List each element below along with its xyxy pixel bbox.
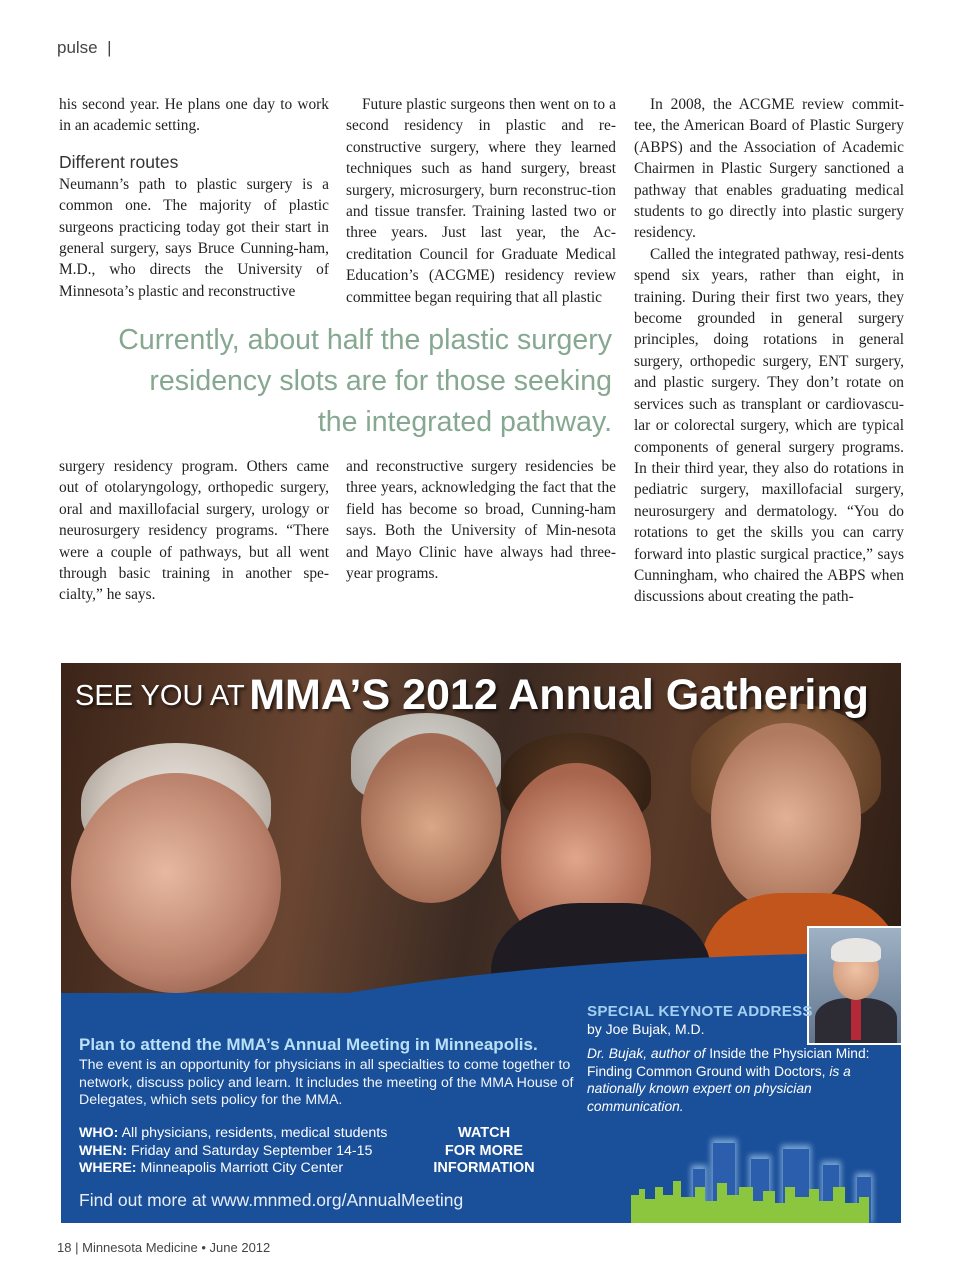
find-out-more-link[interactable]: Find out more at www.mnmed.org/AnnualMeeting <box>79 1190 464 1210</box>
speaker-hair <box>831 938 881 962</box>
plan-heading: Plan to attend the MMA’s Annual Meeting in Minneapolis. <box>79 1035 538 1054</box>
publication-name: Minnesota Medicine <box>82 1240 198 1255</box>
keynote-desc-a: Dr. Bujak, author of <box>587 1046 706 1061</box>
watch-line-1: WATCH <box>457 1125 511 1141</box>
column-2-lower <box>346 456 616 584</box>
keynote-block <box>587 1003 887 1115</box>
attendee-1-face <box>71 773 281 993</box>
watch-line-3: INFORMATION <box>433 1160 535 1176</box>
page-number: 18 <box>57 1240 72 1255</box>
pull-quote-line-2: residency slots are for those seeking <box>149 365 612 397</box>
plan-to-attend-block <box>79 1035 579 1110</box>
column-1-upper <box>59 94 329 302</box>
col1-top-paragraph: his second year. He plans one day to work in an academic setting. <box>59 96 329 135</box>
event-where <box>79 1160 387 1178</box>
ad-title <box>75 671 895 720</box>
when-label: WHEN: <box>79 1142 128 1159</box>
footer-divider: | <box>75 1240 79 1255</box>
keynote-book-title: Inside the Physician Mind: Finding Common Ground with Doctors, <box>587 1046 870 1079</box>
pull-quote-line-1: Currently, about half the plastic surgery <box>118 324 612 356</box>
page-footer <box>57 1240 270 1255</box>
watch-line-2: FOR MORE <box>444 1142 524 1159</box>
attendee-2-face <box>361 733 501 903</box>
when-value: Friday and Saturday September 14-15 <box>131 1142 373 1159</box>
column-2-upper <box>346 94 616 308</box>
watch-for-more-information <box>425 1125 543 1178</box>
section-divider: | <box>107 38 112 57</box>
col2-top-paragraph: Future plastic surgeons then went on to a second residency in plastic and re-constructive surgery, where they learned techniques such as hand surgery, breast surgery, microsurgery, burn reconstruc-tion and tissue transfer. Training lasted two or three years. Just last year, the Ac-creditation Council for Graduate Medical Education’s (ACGME) residency review committee began requiring that all plastic <box>346 96 616 306</box>
where-value: Minneapolis Marriott City Center <box>140 1160 344 1176</box>
section-name: pulse <box>57 38 98 57</box>
section-header <box>57 38 112 58</box>
pull-quote <box>96 320 612 443</box>
attendee-4-face <box>711 723 861 913</box>
col3-paragraph-2: Called the integrated pathway, resi-dents spend six years, rather than eight, in training. During their first two years, they become grounded in general surgery principles, doing rotations in general surgery, orthopedic surgery, ENT surgery, and plastic surgery. They don’t rotate on services such as transplant or cardiovascu-lar or colorectal surgery, which are typical components of general surgery programs. In their third year, they also do rotations in pediatric surgery, maxillofacial surgery, neurosurgery and dermatology. “You do rotations to get the skills you can carry forward into plastic surgical practice,” says Cunningham, who chaired the ABPS when discussions about creating the path- <box>634 245 904 606</box>
plan-body: The event is an opportunity for physicians in all specialties to come together to network, discuss policy and learn. It includes the meeting of the MMA House of Delegates, which sets policy for the MMA. <box>79 1057 574 1108</box>
keynote-by: by Joe Bujak, M.D. <box>587 1021 705 1037</box>
ad-title-big: MMA’S 2012 Annual Gathering <box>249 671 869 719</box>
where-label: WHERE: <box>79 1160 137 1176</box>
keynote-description <box>587 1045 887 1115</box>
col2-bottom-paragraph: and reconstructive surgery residencies be three years, acknowledging the fact that the field has become so broad, Cunning-ham says. Both the University of Min-nesota and Mayo Clinic have always had three-year programs. <box>346 458 616 583</box>
issue-date: June 2012 <box>209 1240 271 1255</box>
pull-quote-line-3: the integrated pathway. <box>317 406 612 438</box>
keynote-desc-b: is a nationally known expert on physician communication. <box>587 1063 851 1114</box>
event-when <box>79 1143 387 1161</box>
column-1-lower <box>59 456 329 606</box>
event-who <box>79 1125 387 1143</box>
annual-meeting-advertisement[interactable] <box>61 663 901 1223</box>
col1-bottom-paragraph: surgery residency program. Others came out of otolaryngology, orthopedic surgery, oral and maxillofacial surgery, urology or neurosurgery residency programs. “There were a couple of pathways, but all went through basic training in another spe-cialty,” he says. <box>59 458 329 604</box>
event-details <box>79 1125 387 1178</box>
col3-paragraph-1: In 2008, the ACGME review commit-tee, the American Board of Plastic Surgery (ABPS) and the Association of Academic Chairmen in Plastic Surgery sanctioned a pathway that enables graduating medical students to go directly into plastic surgery residency. <box>634 96 904 242</box>
subhead-different-routes: Different routes <box>59 151 179 172</box>
who-label: WHO: <box>79 1125 119 1141</box>
col1-paragraph-2: Neumann’s path to plastic surgery is a common one. The majority of plastic surgeons practicing today got their start in general surgery, says Bruce Cunning-ham, M.D., who directs the University of Minnesota’s plastic and reconstructive <box>59 175 329 300</box>
ad-title-small: SEE YOU AT <box>75 680 245 712</box>
minneapolis-skyline-graphic <box>631 1125 901 1223</box>
column-3 <box>634 94 904 608</box>
keynote-heading: SPECIAL KEYNOTE ADDRESS <box>587 1003 813 1020</box>
footer-bullet: • <box>201 1240 206 1255</box>
who-value: All physicians, residents, medical students <box>121 1125 388 1141</box>
